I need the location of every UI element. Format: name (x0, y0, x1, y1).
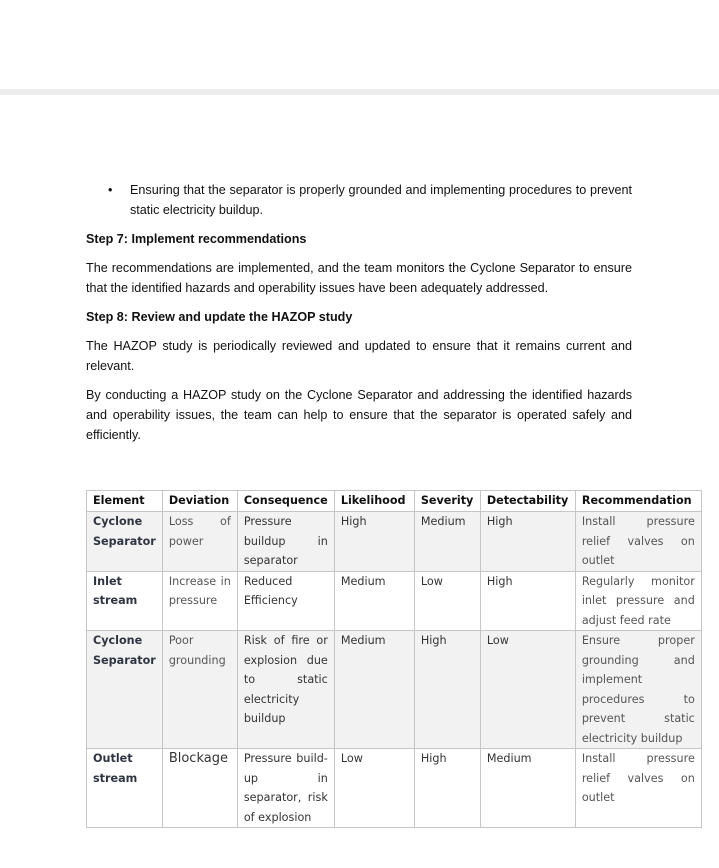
header-consequence: Consequence (237, 491, 334, 512)
cell-consequence: Risk of fire or explosion due to static electricity buildup (237, 631, 334, 749)
cell-deviation: Poor grounding (162, 631, 237, 749)
cell-consequence: Reduced Efficiency (237, 571, 334, 631)
header-element: Element (87, 491, 163, 512)
cell-likelihood: Medium (334, 571, 414, 631)
header-recommendation: Recommendation (575, 491, 701, 512)
cell-element: Outlet stream (87, 749, 163, 828)
hazop-table (86, 490, 702, 828)
cell-element: Inlet stream (87, 571, 163, 631)
cell-consequence: Pressure buildup in separator (237, 512, 334, 572)
conclusion-paragraph: By conducting a HAZOP study on the Cyclone Separator and addressing the identified hazards and operability issues, the team can help to ensure that the separator is operated safely and efficiently. (86, 388, 632, 442)
cell-detectability: High (480, 512, 575, 572)
cell-likelihood: High (334, 512, 414, 572)
table-header-row (87, 491, 702, 512)
cell-consequence: Pressure build-up in separator, risk of explosion (237, 749, 334, 828)
cell-severity: High (414, 749, 480, 828)
step8-heading: Step 8: Review and update the HAZOP study (86, 310, 353, 324)
header-detectability: Detectability (480, 491, 575, 512)
header-severity: Severity (414, 491, 480, 512)
cell-severity: Medium (414, 512, 480, 572)
bullet-text: Ensuring that the separator is properly grounded and implementing procedures to prevent static electricity buildup. (130, 183, 632, 217)
table-row (87, 571, 702, 631)
cell-likelihood: Low (334, 749, 414, 828)
cell-detectability: Low (480, 631, 575, 749)
cell-detectability: High (480, 571, 575, 631)
step7-heading: Step 7: Implement recommendations (86, 232, 307, 246)
cell-recommendation: Regularly monitor inlet pressure and adjust feed rate (575, 571, 701, 631)
cell-severity: Low (414, 571, 480, 631)
cell-severity: High (414, 631, 480, 749)
table-row (87, 631, 702, 749)
cell-element: Cyclone Separator (87, 512, 163, 572)
cell-deviation: Loss of power (162, 512, 237, 572)
bullet-icon: • (108, 183, 113, 197)
cell-recommendation: Install pressure relief valves on outlet (575, 749, 701, 828)
table-row (87, 749, 702, 828)
cell-deviation: Blockage (162, 749, 237, 828)
cell-recommendation: Install pressure relief valves on outlet (575, 512, 701, 572)
table-row (87, 512, 702, 572)
cell-recommendation: Ensure proper grounding and implement procedures to prevent static electricity buildup (575, 631, 701, 749)
page-separator (0, 89, 719, 95)
header-deviation: Deviation (162, 491, 237, 512)
header-likelihood: Likelihood (334, 491, 414, 512)
step8-paragraph: The HAZOP study is periodically reviewed and updated to ensure that it remains current and relevant. (86, 339, 632, 373)
step7-paragraph: The recommendations are implemented, and the team monitors the Cyclone Separator to ensure that the identified hazards and operability issues have been adequately addressed. (86, 261, 632, 295)
document-body (86, 180, 632, 454)
cell-element: Cyclone Separator (87, 631, 163, 749)
cell-detectability: Medium (480, 749, 575, 828)
bullet-item (86, 180, 632, 220)
cell-likelihood: Medium (334, 631, 414, 749)
cell-deviation: Increase in pressure (162, 571, 237, 631)
